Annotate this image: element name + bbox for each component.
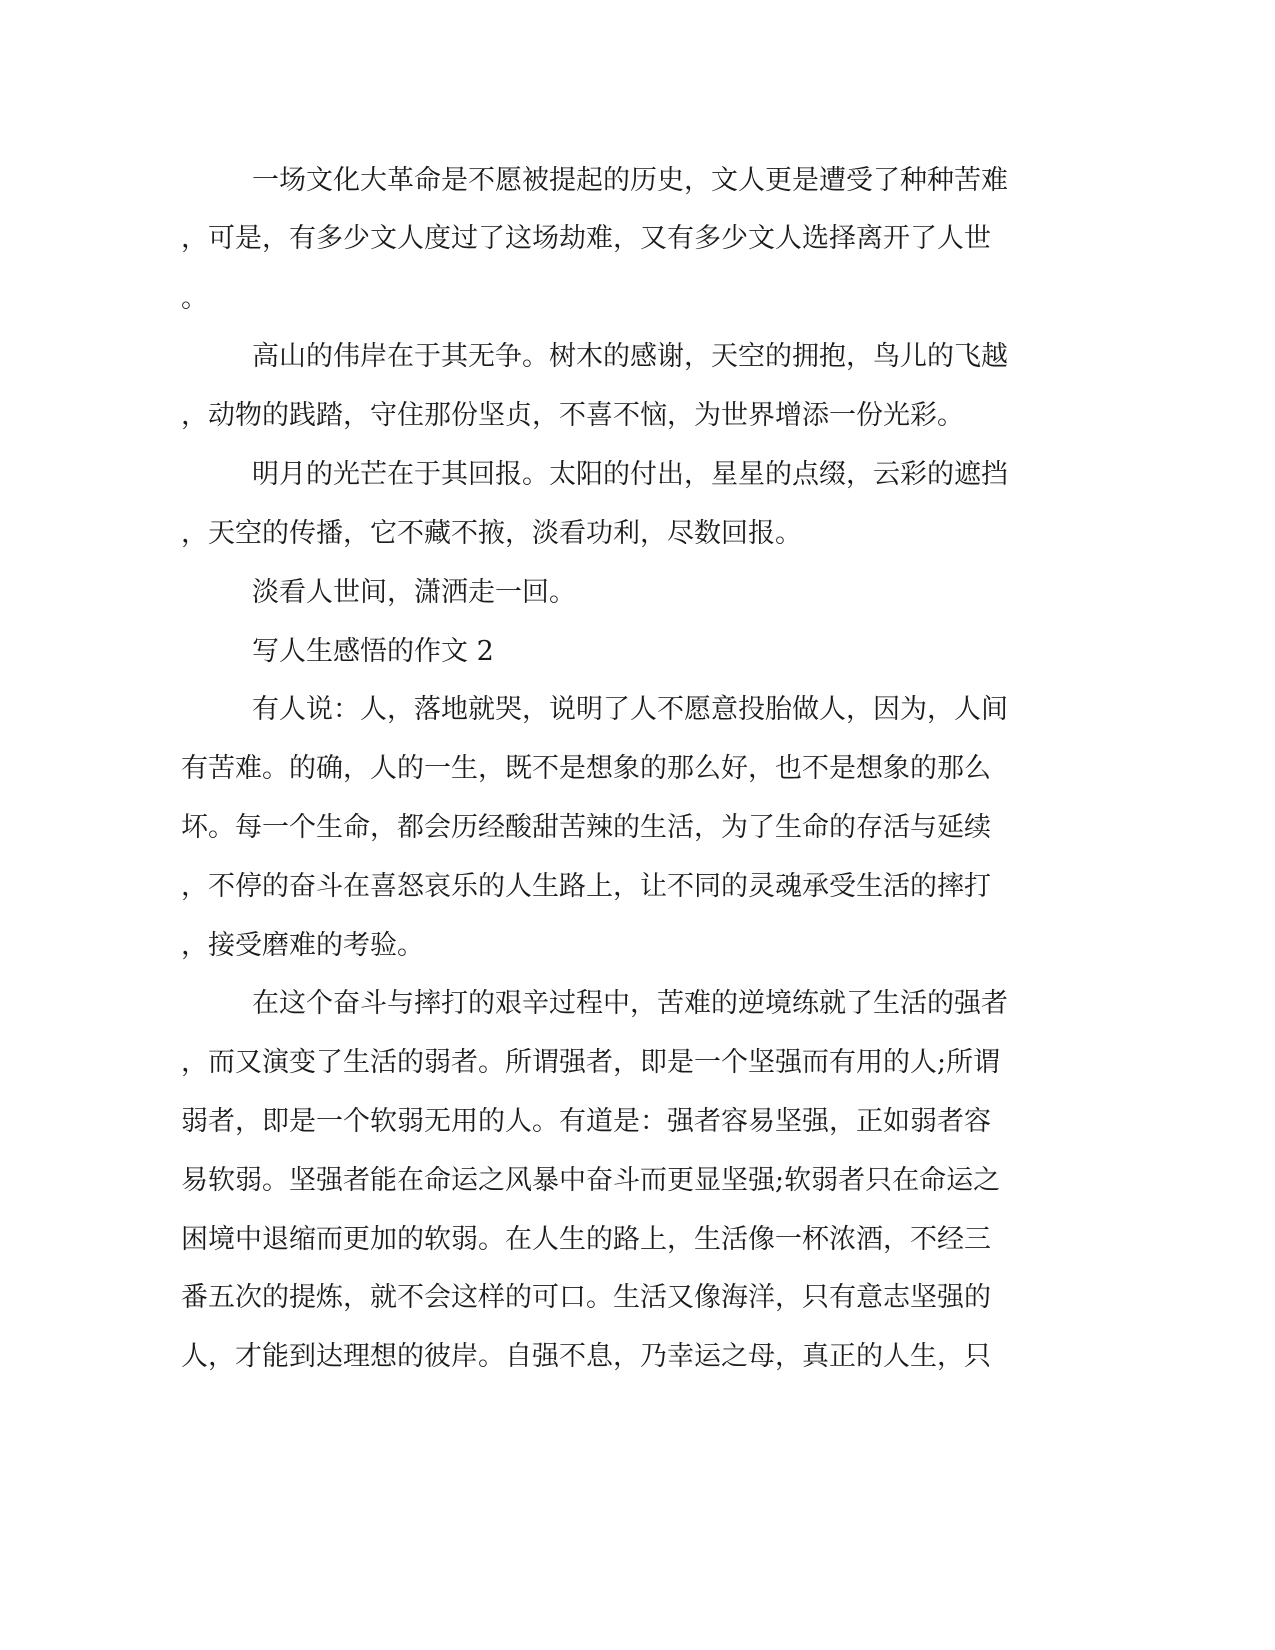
text-line: 人，才能到达理想的彼岸。自强不息，乃幸运之母，真正的人生，只	[181, 1341, 991, 1372]
text-line: ，不停的奋斗在喜怒哀乐的人生路上，让不同的灵魂承受生活的摔打	[181, 871, 991, 902]
text-line: ，接受磨难的考验。	[181, 930, 424, 961]
text-line: 高山的伟岸在于其无争。树木的感谢，天空的拥抱，鸟儿的飞越	[252, 341, 1008, 372]
text-line: ，可是，有多少文人度过了这场劫难，又有多少文人选择离开了人世	[181, 223, 991, 254]
text-line: 有人说：人，落地就哭，说明了人不愿意投胎做人，因为，人间	[252, 694, 1008, 725]
text-line: ，动物的践踏，守住那份坚贞，不喜不恼，为世界增添一份光彩。	[181, 400, 964, 431]
section-heading: 写人生感悟的作文 2	[252, 636, 494, 667]
text-line: 弱者，即是一个软弱无用的人。有道是：强者容易坚强，正如弱者容	[181, 1106, 991, 1137]
text-line: 番五次的提炼，就不会这样的可口。生活又像海洋，只有意志坚强的	[181, 1282, 991, 1313]
text-line: 困境中退缩而更加的软弱。在人生的路上，生活像一杯浓酒，不经三	[181, 1224, 991, 1255]
text-line: 易软弱。坚强者能在命运之风暴中奋斗而更显坚强;软弱者只在命运之	[181, 1165, 1001, 1196]
text-line: 在这个奋斗与摔打的艰辛过程中，苦难的逆境练就了生活的强者	[252, 988, 1008, 1019]
text-line: 明月的光芒在于其回报。太阳的付出，星星的点缀，云彩的遮挡	[252, 459, 1008, 490]
text-line: ，天空的传播，它不藏不掖，淡看功利，尽数回报。	[181, 518, 802, 549]
text-line: 一场文化大革命是不愿被提起的历史，文人更是遭受了种种苦难	[252, 165, 1008, 196]
text-line: 。	[181, 283, 208, 314]
text-line: ，而又演变了生活的弱者。所谓强者，即是一个坚强而有用的人;所谓	[181, 1047, 1001, 1078]
text-line: 坏。每一个生命，都会历经酸甜苦辣的生活，为了生命的存活与延续	[181, 812, 991, 843]
text-line: 有苦难。的确，人的一生，既不是想象的那么好，也不是想象的那么	[181, 753, 991, 784]
text-line: 淡看人世间，潇洒走一回。	[252, 577, 576, 608]
